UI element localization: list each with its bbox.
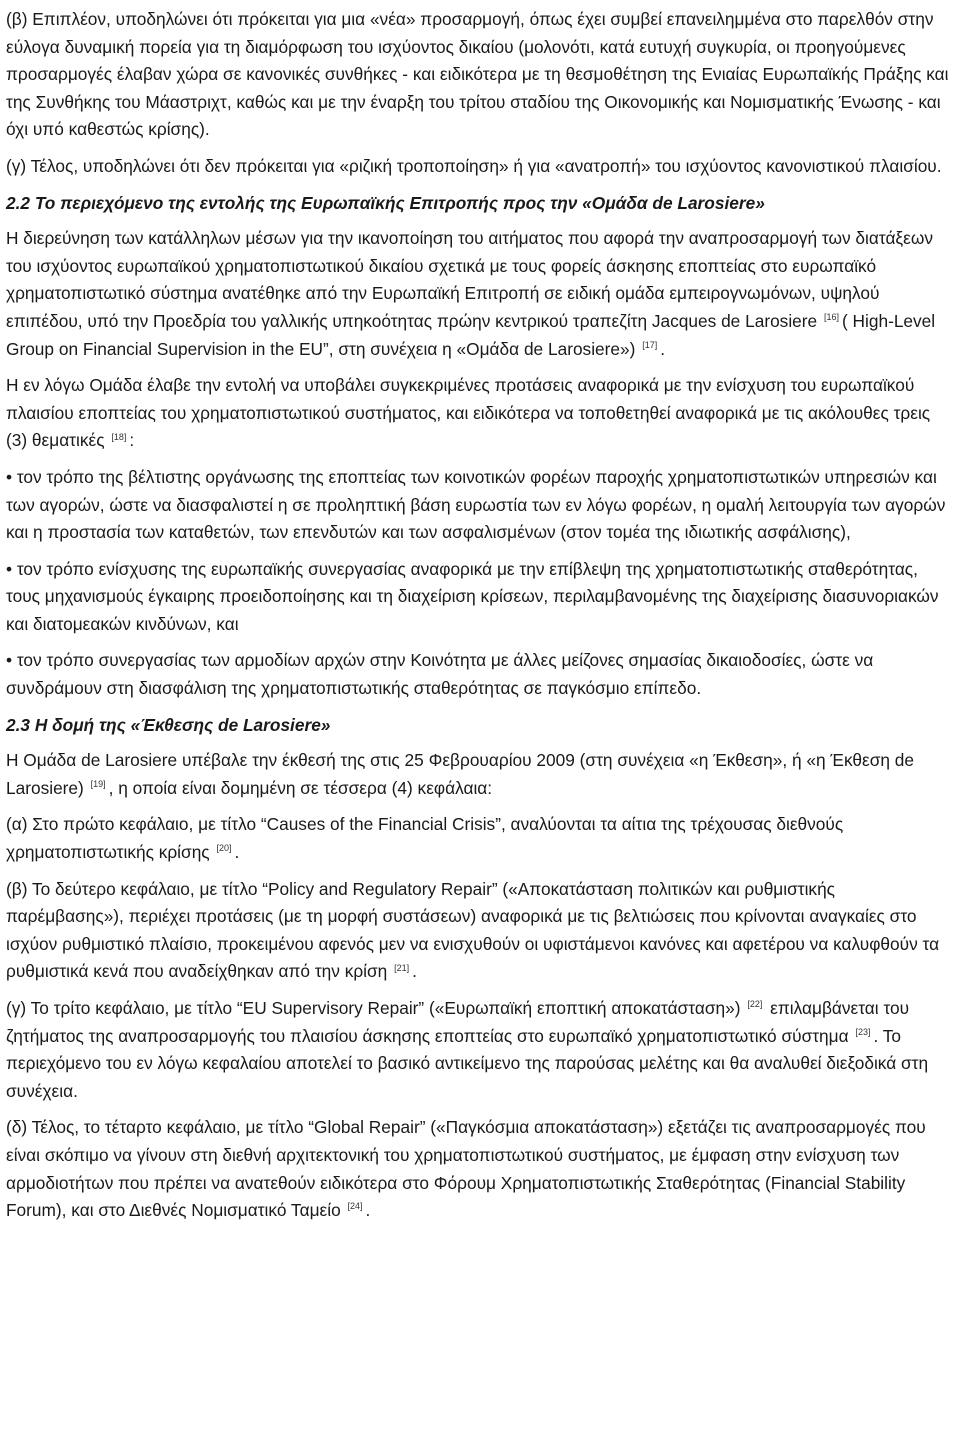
footnote-ref-24[interactable]: [24]: [347, 1201, 363, 1212]
paragraph-chapter-delta: [6, 1114, 952, 1224]
text-span: (β) Το δεύτερο κεφάλαιο, με τίτλο “Policy and Regulatory Repair” («Αποκατάσταση πολιτικών και ρυθμιστικής παρέμβασης»), περιέχει προτάσεις (με τη μορφή συστάσεων) αναφορικά με τις βελτιώσεις που κρίνονται αναγκαίες στο ισχύον ρυθμιστικό πλαίσιο, προκειμένου αφενός μεν να ενισχυθούν οι υφιστάμενοι κανόνες και αφετέρου να καλυφθούν τα ρυθμιστικά κενά που αναδείχθηκαν από την κρίση: [6, 878, 940, 982]
text-span: (γ) Το τρίτο κεφάλαιο, με τίτλο “EU Supervisory Repair” («Ευρωπαϊκή εποπτική αποκατάσταση»): [6, 998, 741, 1018]
text-span: επιλαμβάνεται του ζητήματος της αναπροσαρμογής του πλαισίου άσκησης εποπτείας στο ευρωπαϊκό χρηματοπιστωτικό σύστημα: [6, 998, 910, 1046]
text-span: Η εν λόγω Ομάδα έλαβε την εντολή να υποβάλει συγκεκριμένες προτάσεις αναφορικά με την ενίσχυση του ευρωπαϊκού πλαισίου εποπτείας του χρηματοπιστωτικού συστήματος, και ειδικότερα να τοποθετηθεί αναφορικά με τις ακόλουθες τρεις (3) θεματικές: [6, 375, 931, 451]
bullet-item-3: • τον τρόπο συνεργασίας των αρμοδίων αρχών στην Κοινότητα με άλλες μείζονες σημασίας δικαιοδοσίες, ώστε να συνδράμουν στη διασφάλιση της χρηματοπιστωτικής σταθερότητας σε παγκόσμιο επίπεδο.: [6, 650, 874, 699]
footnote-ref-18[interactable]: [18]: [111, 431, 127, 442]
footnote-ref-20[interactable]: [20]: [216, 843, 232, 854]
footnote-ref-16[interactable]: [16]: [823, 312, 839, 323]
document-page: [6, 6, 952, 1225]
text-span: .: [660, 338, 666, 359]
text-span: .: [365, 1200, 371, 1221]
text-span: Η Ομάδα de Larosiere υπέβαλε την έκθεσή της στις 25 Φεβρουαρίου 2009 (στη συνέχεια «η Έκθεση», ή «η Έκθεση de Larosiere): [6, 750, 915, 798]
bullet-item-2: • τον τρόπο ενίσχυσης της ευρωπαϊκής συνεργασίας αναφορικά με την επίβλεψη της χρηματοπιστωτικής σταθερότητας, τους μηχανισμούς έγκαιρης προειδοποίησης και τη διαχείριση κρίσεων, περιλαμβανομένης της διαχείρισης διασυνοριακών και διατομεακών κινδύνων, και: [6, 558, 939, 634]
paragraph-gamma-no-radical-change: (γ) Τέλος, υποδηλώνει ότι δεν πρόκειται για «ριζική τροποποίηση» ή για «ανατροπή» του ισχύοντος κανονιστικού πλαισίου.: [6, 155, 942, 176]
text-span: :: [129, 430, 135, 451]
paragraph-report-structure: [6, 747, 952, 802]
paragraph-beta-adaptation: (β) Επιπλέον, υποδηλώνει ότι πρόκειται για μια «νέα» προσαρμογή, όπως έχει συμβεί επανειλημμένα στο παρελθόν στην εύλογα δυναμική πορεία για τη διαμόρφωση του ισχύοντος δικαίου (μολονότι, κατά ευτυχή συγκυρία, οι προηγούμενες προσαρμογές έλαβαν χώρα σε κανονικές συνθήκες - και ειδικότερα με τη θεσμοθέτηση της Ενιαίας Ευρωπαϊκής Πράξης και της Συνθήκης του Μάαστριχτ, καθώς και με την έναρξη του τρίτου σταδίου της Οικονομικής και Νομισματικής Ένωσης - και όχι υπό καθεστώς κρίσης).: [6, 9, 949, 140]
text-span: (δ) Τέλος, το τέταρτο κεφάλαιο, με τίτλο “Global Repair” («Παγκόσμια αποκατάσταση») εξετάζει τις αναπροσαρμογές που είναι σκόπιμο να γίνουν στη διεθνή αρχιτεκτονική του χρηματοπιστωτικού συστήματος, με έμφαση στην ενίσχυση των αρμοδιοτήτων που πρέπει να ανατεθούν ειδικότερα στο Φόρουμ Χρηματοπιστωτικής Σταθερότητας (Financial Stability Forum), και στο Διεθνές Νομισματικό Ταμείο: [6, 1117, 926, 1221]
text-span: ( High-Level Group on Financial Supervision in the EU”, στη συνέχεια η «Ομάδα de Larosiere»): [6, 310, 936, 359]
text-span: Η διερεύνηση των κατάλληλων μέσων για την ικανοποίηση του αιτήματος που αφορά την αναπροσαρμογή των διατάξεων του ισχύοντος ευρωπαϊκού χρηματοπιστωτικού δικαίου σχετικά με τους φορείς άσκησης εποπτείας στο ευρωπαϊκό χρηματοπιστωτικό σύστημα ανατέθηκε από την Ευρωπαϊκή Επιτροπή σε ειδική ομάδα εμπειρογνωμόνων, υψηλού επιπέδου, υπό την Προεδρία του γαλλικής υπηκοότητας πρώην κεντρικού τραπεζίτη Jacques de Larosiere: [6, 228, 934, 331]
section-heading-2-3: 2.3 Η δομή της «Έκθεσης de Larosiere»: [6, 714, 331, 735]
bullet-item-1: • τον τρόπο της βέλτιστης οργάνωσης της εποπτείας των κοινοτικών φορέων παροχής χρηματοπιστωτικών υπηρεσιών και των αγορών, ώστε να διασφαλιστεί η σε προληπτική βάση ευρωστία των εν λόγω φορέων, η ομαλή λειτουργία των αγορών και η προστασία των καταθετών, των επενδυτών και των ασφαλισμένων (στον τομέα της ιδιωτικής ασφάλισης),: [6, 466, 946, 543]
text-span: . Το περιεχόμενο του εν λόγω κεφαλαίου αποτελεί το βασικό αντικείμενο της παρούσας μελέτης και θα αναλυθεί διεξοδικά στη συνέχεια.: [6, 1025, 929, 1101]
paragraph-chapter-beta: [6, 876, 952, 986]
footnote-ref-19[interactable]: [19]: [90, 779, 106, 790]
paragraph-chapter-gamma: [6, 995, 952, 1105]
text-span: .: [412, 961, 417, 982]
paragraph-chapter-alpha: [6, 811, 952, 866]
text-span: .: [234, 842, 240, 863]
footnote-ref-23[interactable]: [23]: [855, 1026, 871, 1037]
footnote-ref-21[interactable]: [21]: [394, 962, 410, 973]
paragraph-mandate: [6, 225, 952, 363]
text-span: , η οποία είναι δομημένη σε τέσσερα (4) κεφάλαια:: [108, 777, 493, 798]
paragraph-group-mandate: [6, 372, 952, 455]
section-heading-2-2: 2.2 Το περιεχόμενο της εντολής της Ευρωπαϊκής Επιτροπής προς την «Ομάδα de Larosiere»: [6, 192, 765, 213]
footnote-ref-17[interactable]: [17]: [642, 339, 658, 350]
text-span: (α) Στο πρώτο κεφάλαιο, με τίτλο “Causes of the Financial Crisis”, αναλύονται τα αίτια της τρέχουσας διεθνούς χρηματοπιστωτικής κρίσης: [6, 814, 844, 863]
footnote-ref-22[interactable]: [22]: [747, 999, 763, 1010]
